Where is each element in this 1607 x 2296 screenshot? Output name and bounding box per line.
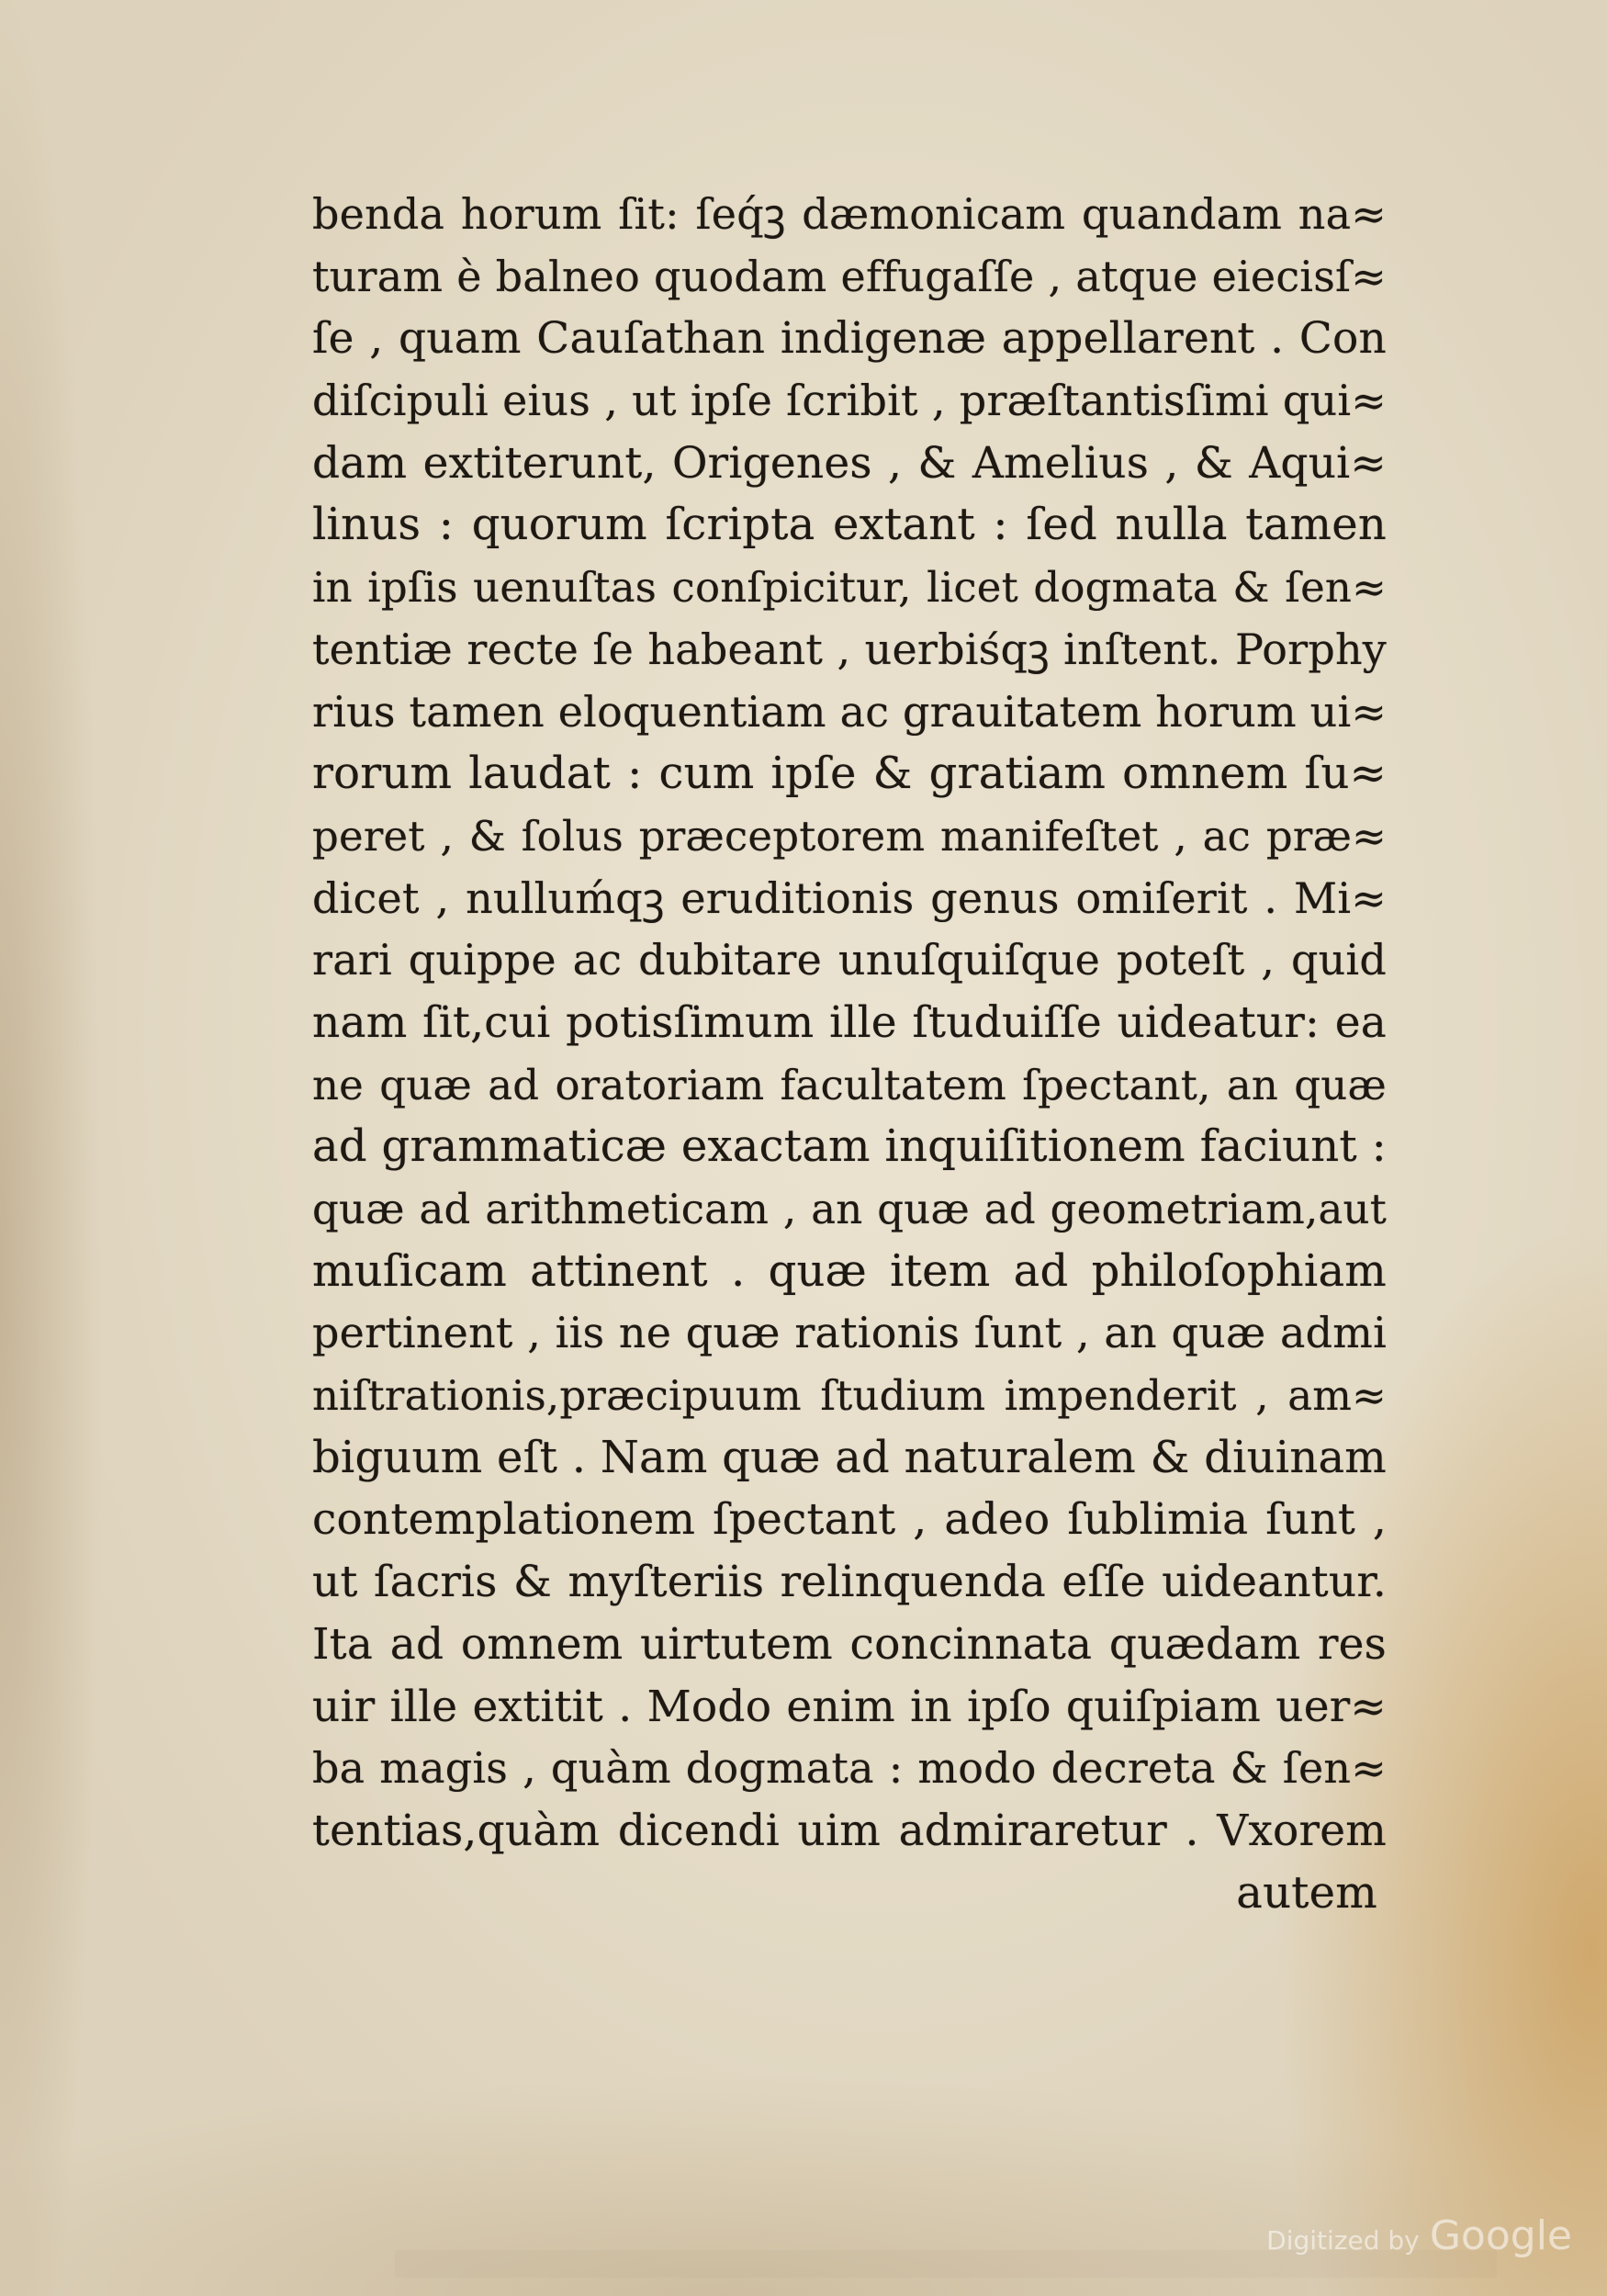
text-line: turam è balneo quodam effugaſſe , atque eiecisſ≈ (312, 251, 1387, 301)
text-line: in ipſis uenuſtas conſpicitur, licet dogmata & ſen≈ (312, 563, 1387, 613)
page-text-block (312, 184, 1387, 1924)
text-line: ut ſacris & myſteriis relinquenda eſſe uideantur. (312, 1557, 1387, 1608)
catchword: autem (1236, 1866, 1377, 1919)
text-line: Ita ad omnem uirtutem concinnata quædam res (312, 1618, 1387, 1670)
text-line: muſicam attinent . quæ item ad philoſophiam (312, 1244, 1387, 1297)
text-line: benda horum ſit: ſeq́ꝫ dæmonicam quandam na≈ (312, 189, 1387, 239)
text-line: uir ille extitit . Modo enim in ipſo quiſpiam uer≈ (312, 1681, 1387, 1732)
text-line: niſtrationis,præcipuum ſtudium impenderit , am≈ (312, 1371, 1387, 1421)
text-line: ad grammaticæ exactam inquiſitionem faciunt : (312, 1120, 1387, 1173)
text-line: diſcipuli eius , ut ipſe ſcribit , præſtantisſimi qui≈ (312, 376, 1387, 426)
text-line: rari quippe ac dubitare unuſquiſque poteſt , quid (312, 935, 1387, 985)
text-line: ne quæ ad oratoriam facultatem ſpectant, an quæ (312, 1060, 1387, 1109)
text-line: dam extiterunt, Origenes , & Amelius , & Aqui≈ (312, 437, 1387, 489)
text-line: quæ ad arithmeticam , an quæ ad geometriam,aut (312, 1185, 1387, 1233)
text-line: linus : quorum ſcripta extant : ſed nulla tamen (312, 499, 1387, 551)
text-line: rorum laudat : cum ipſe & gratiam omnem ſu≈ (312, 748, 1387, 800)
text-line: nam ſit,cui potisſimum ille ſtuduiſſe uideatur: ea (312, 996, 1387, 1048)
text-line: contemplationem ſpectant , adeo ſublimia ſunt , (312, 1494, 1387, 1546)
text-line: tentias,quàm dicendi uim admiraretur . Vxorem (312, 1805, 1387, 1856)
text-line: ba magis , quàm dogmata : modo decreta & ſen≈ (312, 1743, 1387, 1794)
text-line: rius tamen eloquentiam ac grauitatem horum ui≈ (312, 686, 1388, 737)
text-line: pertinent , iis ne quæ rationis ſunt , an quæ admi (312, 1308, 1387, 1358)
google-logo: Google (1429, 2212, 1572, 2259)
text-line: peret , & ſolus præceptorem manifeſtet , ac præ≈ (312, 811, 1387, 861)
digitization-watermark (1266, 2212, 1572, 2259)
text-line: biguum eſt . Nam quæ ad naturalem & diuinam (312, 1431, 1387, 1483)
text-line: ſe , quam Cauſathan indigenæ appellarent . Con (312, 313, 1387, 365)
text-line: dicet , nulluḿqꝫ eruditionis genus omiſerit . Mi≈ (312, 872, 1387, 923)
watermark-prefix: Digitized by (1266, 2225, 1420, 2256)
text-line: tentiæ recte ſe habeant , uerbiśqꝫ inſtent. Porphy (312, 624, 1387, 674)
